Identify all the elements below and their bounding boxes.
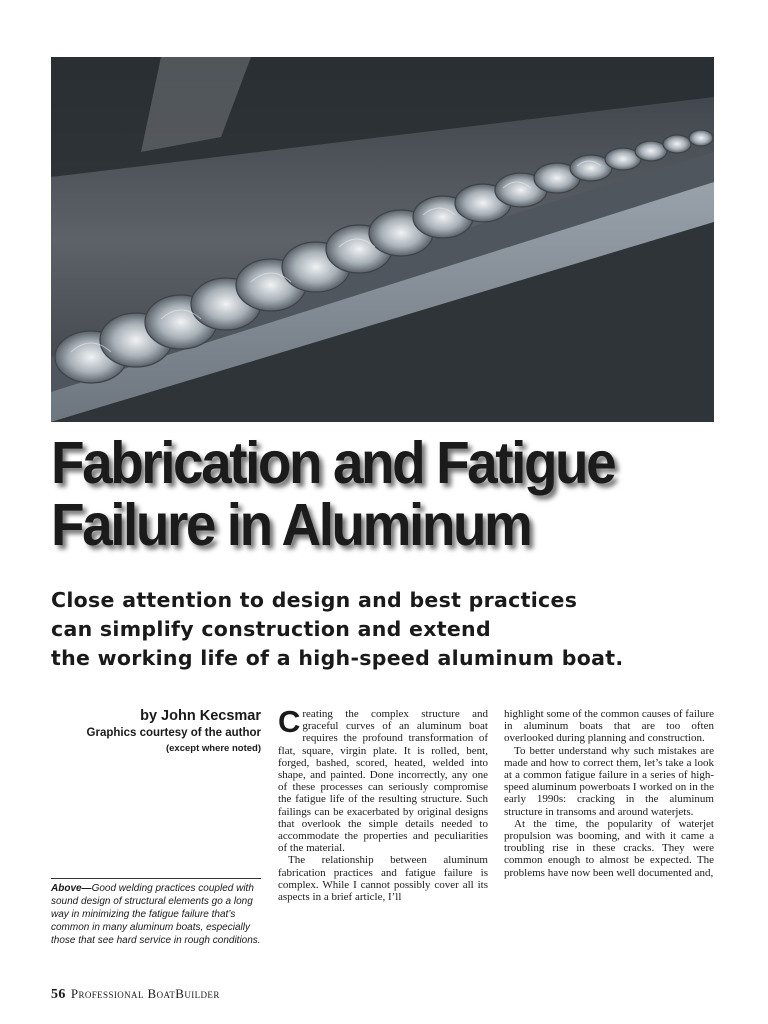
article-title [51, 432, 683, 556]
page-footer [51, 986, 220, 1003]
publication-name: Professional BoatBuilder [70, 986, 220, 1001]
caption-lead: Above— [51, 883, 92, 894]
body-paragraph: To better understand why such mistakes are made and how to correct them, let’s take a look at a common fatigue failure in a series of high-speed aluminum powerboats I worked on in the early 1990s: cracking in the aluminum structure in transoms and around waterjets. [504, 744, 714, 818]
paragraph-text: reating the complex structure and graceful curves of an aluminum boat requires the profound transformation of flat, square, virgin plate. It is rolled, bent, forged, bashed, scored, heated, welded into shape, and painted. Done incorrectly, any one of these processes can seriously compromise the fatigue life of the resulting structure. Such failings can be exacerbated by original designs that overlook the simple details needed to accommodate the properties and peculiarities of the material. [278, 708, 488, 855]
weld-photo-illustration [51, 57, 714, 422]
weld-bead-photo [51, 57, 714, 422]
body-column-2 [504, 708, 714, 879]
deck-line-3: the working life of a high-speed aluminum boat. [51, 646, 624, 670]
title-line-1: Fabrication and Fatigue [51, 430, 615, 496]
drop-cap: C [278, 704, 301, 739]
author-name: by John Kecsmar [140, 708, 261, 724]
deck-line-1: Close attention to design and best practices [51, 588, 578, 612]
body-paragraph: highlight some of the common causes of failure in aluminum boats that are too often overlooked during planning and construction. [504, 708, 714, 745]
graphics-credit: Graphics courtesy of the author [86, 727, 261, 739]
article-deck [51, 586, 741, 673]
title-line-2: Failure in Aluminum [51, 492, 531, 558]
photo-caption [51, 878, 261, 947]
byline [51, 707, 261, 757]
deck-line-2: can simplify construction and extend [51, 617, 491, 641]
caption-text: Good welding practices coupled with sound design of structural elements go a long way in minimizing the fatigue failure that’s common in many aluminum boats, especially those that see hard service in rough conditions. [51, 883, 261, 946]
body-column-1 [278, 704, 488, 904]
page-number: 56 [51, 987, 66, 1002]
body-paragraph: The relationship between aluminum fabrication practices and fatigue failure is complex. While I cannot possibly cover all its aspects in a brief article, I’ll [278, 854, 488, 904]
body-paragraph: At the time, the popularity of waterjet propulsion was booming, and with it came a troubling rise in these cracks. They were common enough to almost be expected. The problems have now been well documented and, [504, 817, 714, 879]
graphics-credit-note: (except where noted) [165, 743, 261, 754]
body-paragraph [278, 704, 488, 855]
